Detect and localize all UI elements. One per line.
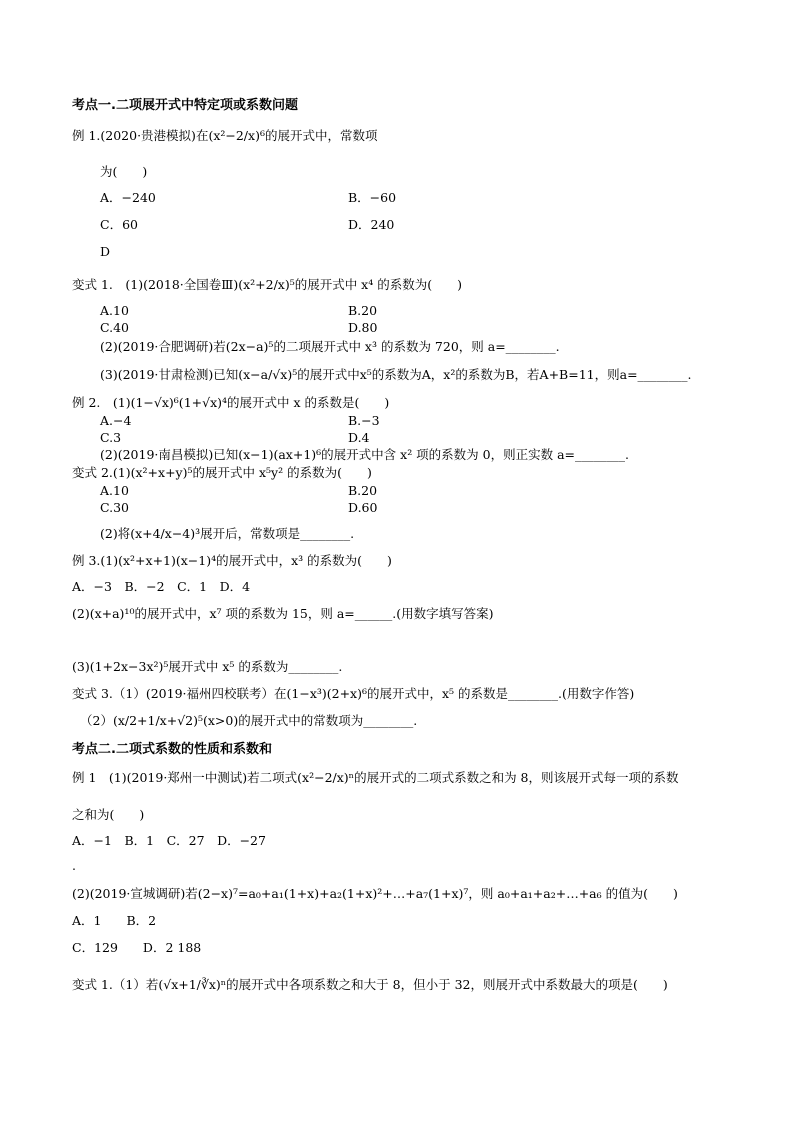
- variant-1-stem: 变式 1. (1)(2018·全国卷Ⅲ)(x²+2/x)⁵的展开式中 x⁴ 的系数为( ): [72, 277, 462, 292]
- section-2-example-1-options: A．−1 B．1 C．27 D．−27: [72, 833, 266, 848]
- section-2-example-1-stem-cont: 之和为( ): [72, 807, 145, 822]
- section-2-example-1-part-2: (2)(2019·宣城调研)若(2−x)⁷=a₀+a₁(1+x)+a₂(1+x)²+…+a₇(1+x)⁷，则 a₀+a₁+a₂+…+a₆ 的值为( ): [72, 886, 678, 901]
- example-1-option-c: C．60: [100, 217, 138, 232]
- example-1-stem-cont: 为( ): [100, 164, 148, 179]
- variant-2-option-b: B.20: [348, 483, 378, 498]
- variant-1-option-a: A.10: [100, 303, 129, 318]
- variant-3-part-1: 变式 3.（1）(2019·福州四校联考）在(1−x³)(2+x)⁶的展开式中，x⁵ 的系数是________.(用数字作答): [72, 686, 635, 701]
- example-3-part-2: (2)(x+a)¹⁰的展开式中，x⁷ 项的系数为 15，则 a=______.(用数字填写答案): [72, 606, 494, 621]
- section-2-title: 考点二.二项式系数的性质和系数和: [72, 742, 272, 757]
- section-2-example-1-stem: 例 1 (1)(2019·郑州一中测试)若二项式(x²−2/x)ⁿ的展开式的二项式系数之和为 8，则该展开式每一项的系数: [72, 770, 679, 785]
- variant-3-part-2: （2）(x/2+1/x+√2)⁵(x>0)的展开式中的常数项为________.: [80, 713, 418, 728]
- variant-2-option-c: C.30: [100, 500, 129, 515]
- section-2-example-1-part-2-options-ab: A．1 B．2: [72, 913, 157, 928]
- variant-2-option-a: A.10: [100, 483, 129, 498]
- variant-2-stem: 变式 2.(1)(x²+x+y)⁵的展开式中 x⁵y² 的系数为( ): [72, 465, 372, 480]
- example-1-option-d: D．240: [348, 217, 395, 232]
- section-2-variant-1-part-1: 变式 1.（1）若(√x+1/∛x)ⁿ的展开式中各项系数之和大于 8，但小于 32，则展开式中系数最大的项是( ): [72, 977, 668, 992]
- variant-2-part-2: (2)将(x+4/x−4)³展开后，常数项是________.: [100, 526, 355, 541]
- variant-2-option-d: D.60: [348, 500, 378, 515]
- example-2-option-d: D.4: [348, 430, 370, 445]
- variant-1-option-b: B.20: [348, 303, 378, 318]
- example-1-stem: 例 1.(2020·贵港模拟)在(x²−2/x)⁶的展开式中，常数项: [72, 128, 378, 143]
- variant-1-option-c: C.40: [100, 320, 129, 335]
- example-1-option-b: B．−60: [348, 190, 397, 205]
- example-2-option-a: A.−4: [100, 413, 132, 428]
- example-3-part-3: (3)(1+2x−3x²)⁵展开式中 x⁵ 的系数为________.: [72, 659, 343, 674]
- example-2-stem: 例 2. (1)(1−√x)⁶(1+√x)⁴的展开式中 x 的系数是( ): [72, 395, 390, 410]
- section-2-example-1-part-2-options-cd: C．129 D．2 188: [72, 940, 202, 955]
- example-3-options: A．−3 B．−2 C．1 D．4: [72, 579, 251, 594]
- example-2-option-b: B.−3: [348, 413, 380, 428]
- example-2-option-c: C.3: [100, 430, 122, 445]
- variant-1-option-d: D.80: [348, 320, 378, 335]
- example-2-part-2: (2)(2019·南昌模拟)已知(x−1)(ax+1)⁶的展开式中含 x² 项的系数为 0，则正实数 a=________.: [100, 447, 629, 462]
- section-1-title: 考点一.二项展开式中特定项或系数问题: [72, 98, 298, 113]
- example-1-option-a: A．−240: [100, 190, 156, 205]
- example-1-answer: D: [100, 244, 111, 259]
- example-3-stem: 例 3.(1)(x²+x+1)(x−1)⁴的展开式中，x³ 的系数为( ): [72, 553, 392, 568]
- section-2-example-1-dot: .: [72, 858, 76, 873]
- variant-1-part-3: (3)(2019·甘肃检测)已知(x−a/√x)⁵的展开式中x⁵的系数为A，x²的系数为B，若A+B=11，则a=________.: [100, 367, 692, 382]
- variant-1-part-2: (2)(2019·合肥调研)若(2x−a)⁵的二项展开式中 x³ 的系数为 720，则 a=________.: [100, 339, 560, 354]
